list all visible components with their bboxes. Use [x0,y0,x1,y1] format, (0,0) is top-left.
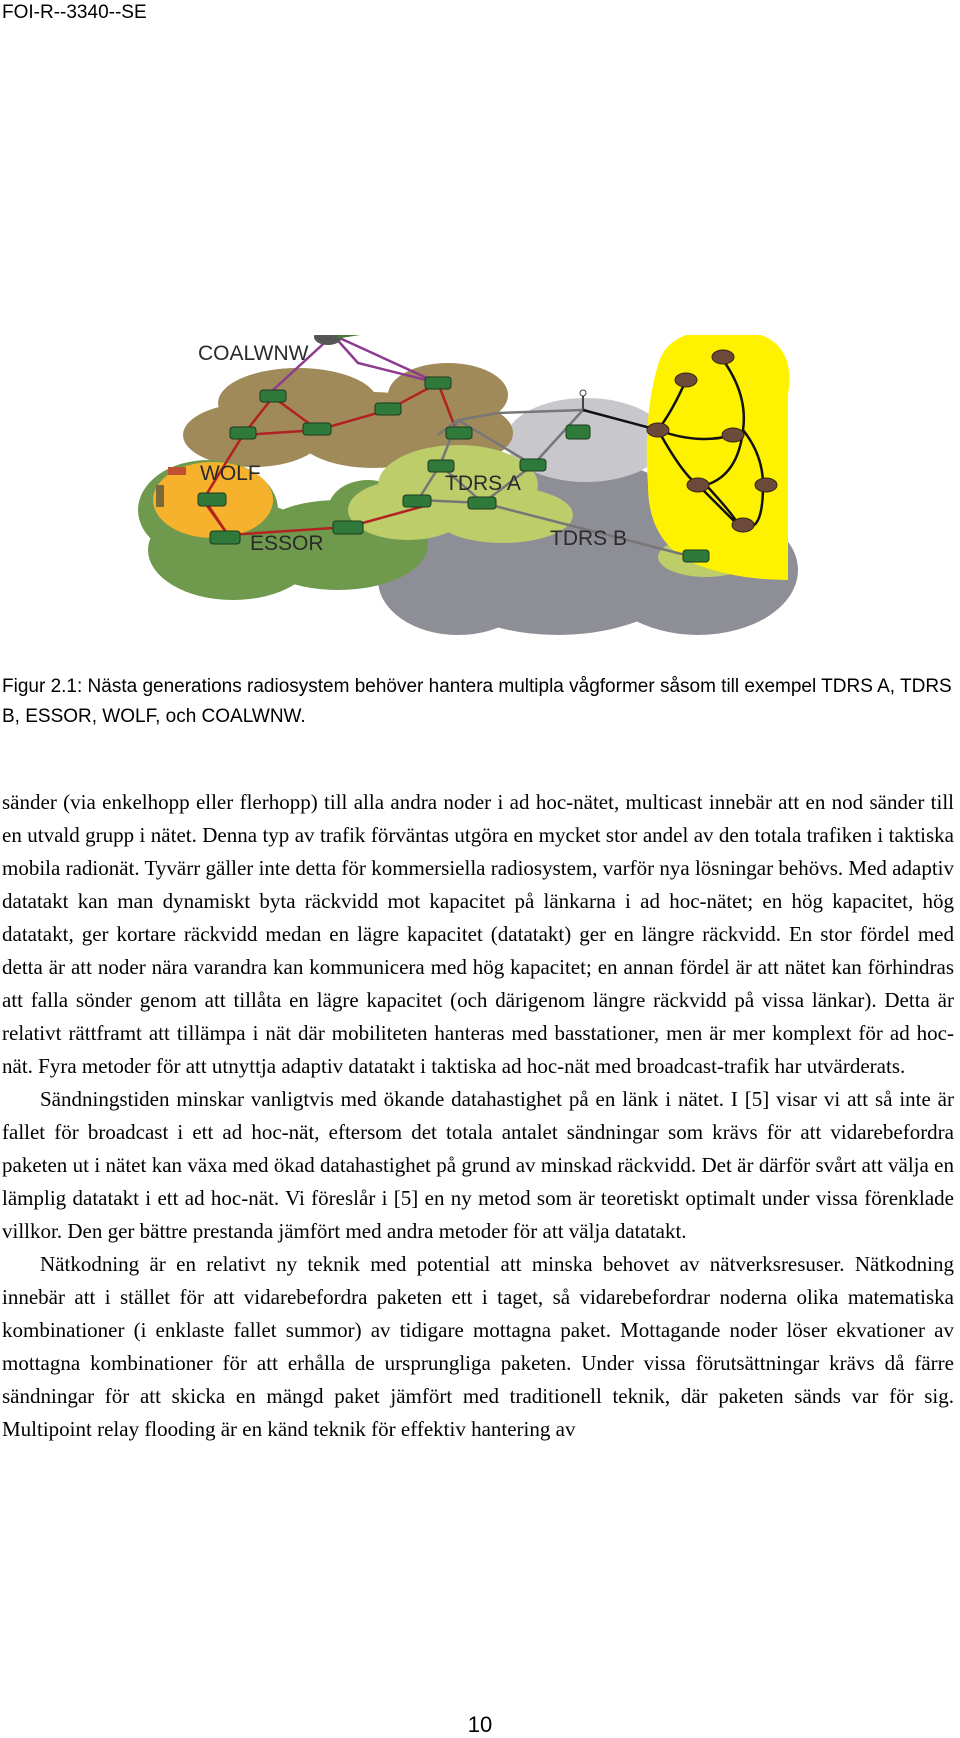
page-number: 10 [467,1712,493,1737]
label-essor: ESSOR [250,532,324,555]
yellow-zone [647,335,790,580]
label-tdrs-a: TDRS A [445,472,521,495]
figure-caption: Figur 2.1: Nästa generations radiosystem behöver hantera multipla vågformer såsom till exempel TDRS A, TDRS B, ESSOR, WOLF, och COALWNW. [2,676,952,727]
paragraph-2: Sändningstiden minskar vanligtvis med ökande datahastighet på en länk i nätet. I [5] visar vi att så inte är fallet för broadcast i ett ad hoc-nät, eftersom det totala antalet sändningar som krävs för att vidarebefordra paketen ut i nätet kan växa med ökad datahastighet på grund av minskad räckvidd. Det är därför svårt att välja en lämplig datatakt i ett ad hoc-nät. Vi föreslår i [5] en ny metod som är teoretiskt optimalt under vissa förenklade villkor. Den ger bättre prestanda jämfört med andra metoder för att välja datatakt. [2,1087,954,1243]
paragraph-1: sänder (via enkelhopp eller flerhopp) till alla andra noder i ad hoc-nätet, multicast innebär att en nod sänder till en utvald grupp i nätet. Denna typ av trafik förväntas utgöra en mycket stor andel av den totala trafiken i taktiska mobila radionät. Tyvärr gäller inte detta för kommersiella radiosystem, varför nya lösningar behövs. Med adaptiv datatakt kan man dynamiskt byta räckvidd mot kapacitet på länkarna i ad hoc-nätet; en hög kapacitet, hög datatakt, ger kortare räckvidd medan en lägre kapacitet (datatakt) ger en längre räckvidd. En stor fördel med detta är att noder nära varandra kan kommunicera med hög kapacitet; en annan fördel är att nätet kan förhindras att falla sönder genom att tillåta en lägre kapacitet (och därigenom längre räckvidd på vissa länkar). Detta är relativt rättframt att tillämpa i nät där mobiliteten hanteras med basstationer, men är mer komplext för ad hoc-nät. Fyra metoder för att utnyttja adaptiv datatakt i taktiska ad hoc-nät med broadcast-trafik har utvärderats. [2,790,954,1078]
report-id: FOI-R--3340--SE [2,2,147,23]
label-wolf: WOLF [200,462,261,485]
paragraph-3: Nätkodning är en relativt ny teknik med potential att minska behovet av nätverksresuser. Nätkodning innebär att i stället för att vidarebefordra paketen ett i taget, så vidarebefordrar noderna olika matematiska kombinationer (i enklaste fallet summor) av tidigare mottagna paket. Mottagande noder löser ekvationer av mottagna kombinationer för att erhålla de ursprungliga paketen. Under vissa förutsättningar krävs då färre sändningar för att skicka en mängd paket jämfört med traditionell teknik, där paketen sänds var för sig. Multipoint relay flooding är en känd teknik för effektiv hantering av [2,1252,954,1441]
body-text [2,786,954,1446]
label-tdrs-b: TDRS B [550,527,628,550]
network-figure [138,335,860,635]
label-coalwnw: COALWNW [198,342,309,365]
network-illustration [138,335,860,635]
